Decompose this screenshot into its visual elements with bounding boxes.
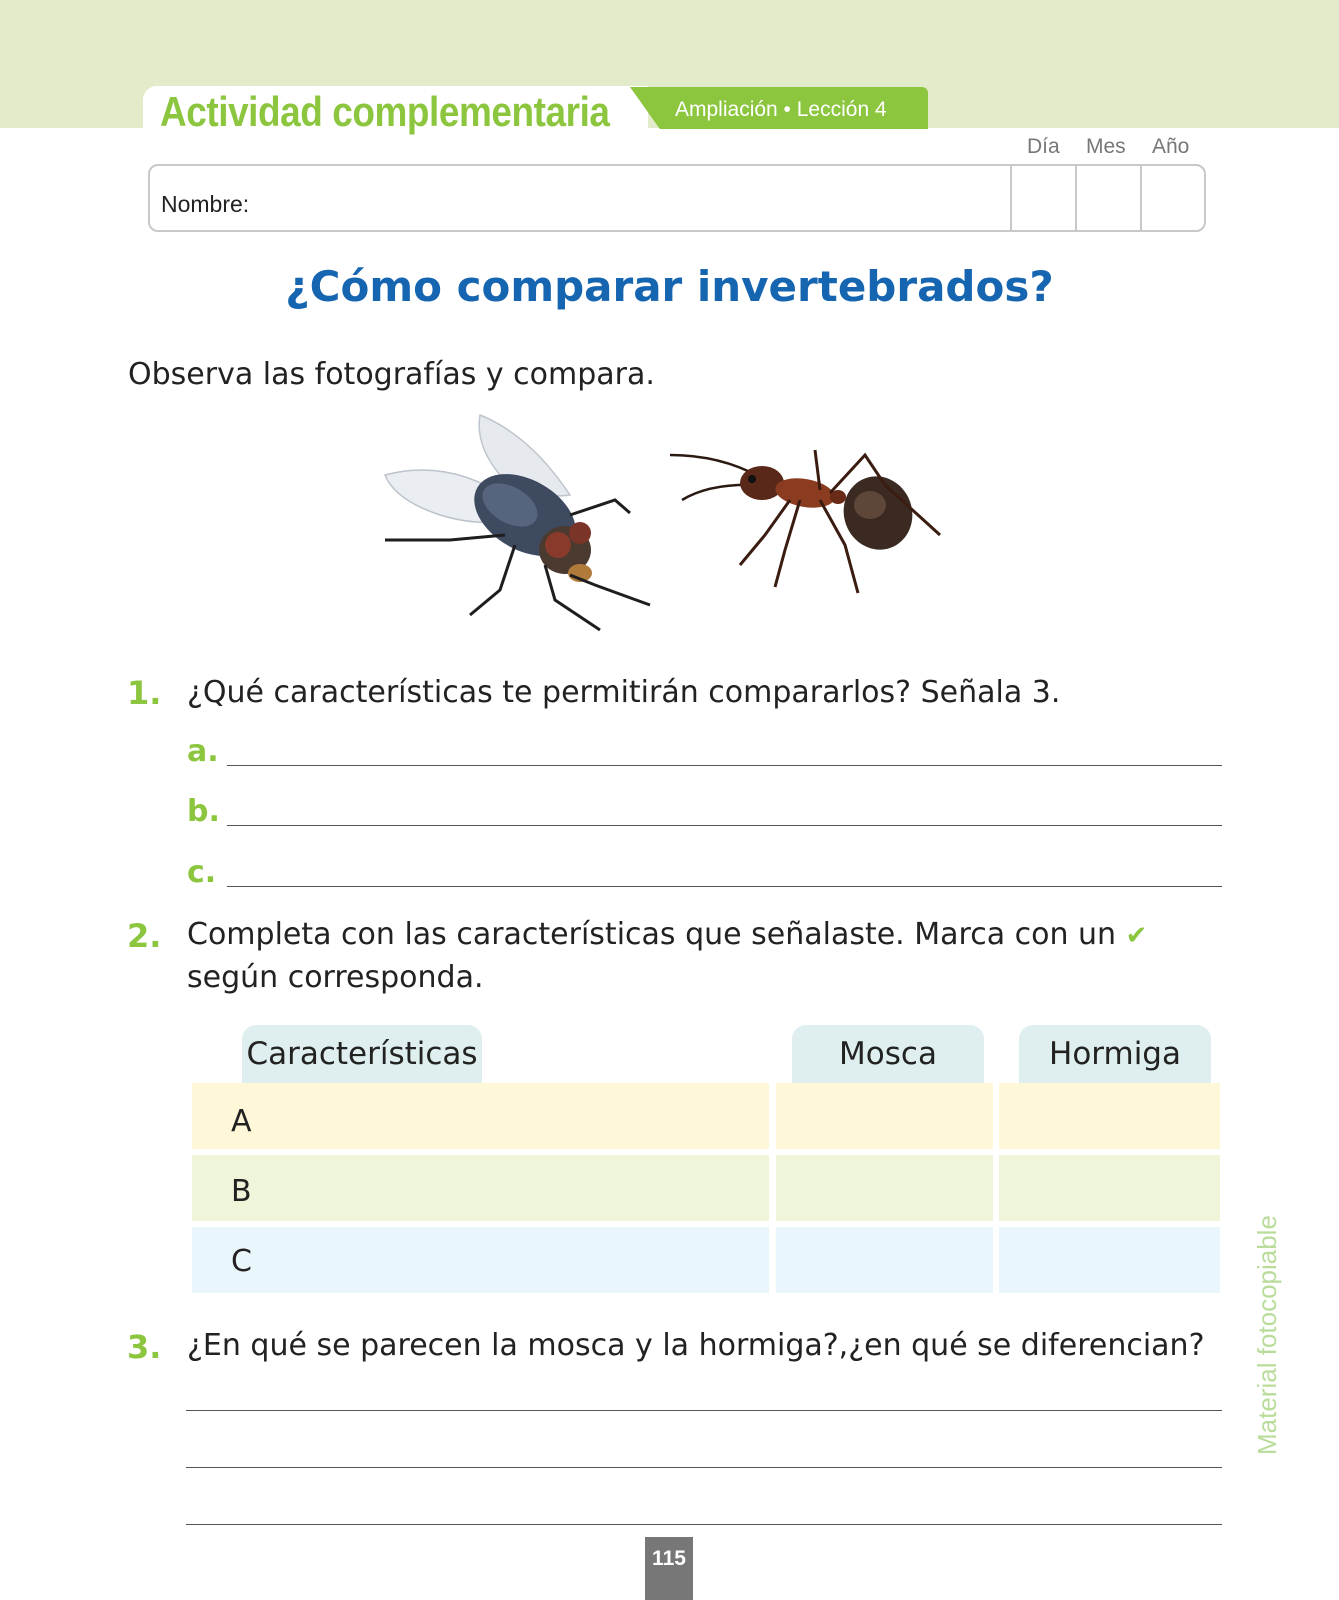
table-cell-hormiga-c[interactable] <box>999 1227 1220 1293</box>
table-row-label-a: A <box>231 1104 252 1139</box>
answer-b-label: b. <box>187 794 220 829</box>
answer-3-line-2[interactable] <box>186 1467 1222 1468</box>
intro-text: Observa las fotografías y compara. <box>128 357 655 392</box>
table-row-label-c: C <box>231 1244 252 1279</box>
answer-3-line-3[interactable] <box>186 1524 1222 1525</box>
answer-c-label: c. <box>187 855 217 890</box>
name-label: Nombre: <box>161 191 250 217</box>
page-title: ¿Cómo comparar invertebrados? <box>285 262 1054 311</box>
table-cell-mosca-b[interactable] <box>776 1155 993 1221</box>
date-label-year: Año <box>1152 135 1190 158</box>
table-cell-characteristic-c[interactable] <box>192 1227 769 1293</box>
insect-photos <box>380 405 980 650</box>
lesson-badge-text: Ampliación • Lección 4 <box>675 98 887 121</box>
answer-a-line[interactable] <box>227 765 1222 766</box>
fly-photo <box>385 415 650 630</box>
name-field[interactable] <box>148 164 1206 232</box>
page-number: 115 <box>652 1547 686 1570</box>
table-cell-mosca-a[interactable] <box>776 1083 993 1149</box>
table-header-hormiga: Hormiga <box>1019 1025 1211 1083</box>
table-header-mosca: Mosca <box>792 1025 984 1083</box>
ant-photo <box>670 450 940 593</box>
question-2-number: 2. <box>127 917 162 955</box>
date-label-day: Día <box>1027 135 1060 158</box>
question-1-number: 1. <box>127 674 162 712</box>
question-3-number: 3. <box>127 1328 162 1366</box>
date-divider-2 <box>1075 164 1077 232</box>
material-fotocopiable-label: Material fotocopiable <box>1252 1215 1282 1455</box>
question-2-text-line1: Completa con las características que señalaste. Marca con un <box>187 917 1117 952</box>
answer-b-line[interactable] <box>227 825 1222 826</box>
table-cell-characteristic-a[interactable] <box>192 1083 769 1149</box>
answer-a-label: a. <box>187 734 219 769</box>
activity-title: Actividad complementaria <box>160 88 610 135</box>
date-divider-1 <box>1010 164 1012 232</box>
question-2-text <box>187 917 1147 952</box>
table-header-characteristics: Características <box>242 1025 482 1083</box>
date-divider-3 <box>1140 164 1142 232</box>
question-3-text: ¿En qué se parecen la mosca y la hormiga?,¿en qué se diferencian? <box>187 1328 1205 1363</box>
table-cell-characteristic-b[interactable] <box>192 1155 769 1221</box>
table-cell-hormiga-b[interactable] <box>999 1155 1220 1221</box>
table-cell-mosca-c[interactable] <box>776 1227 993 1293</box>
table-row-label-b: B <box>231 1174 252 1209</box>
date-label-month: Mes <box>1086 135 1126 158</box>
check-icon: ✔ <box>1125 921 1148 951</box>
answer-3-line-1[interactable] <box>186 1410 1222 1411</box>
answer-c-line[interactable] <box>227 886 1222 887</box>
question-2-text-line2: según corresponda. <box>187 960 484 995</box>
table-cell-hormiga-a[interactable] <box>999 1083 1220 1149</box>
question-1-text: ¿Qué características te permitirán compararlos? Señala 3. <box>187 675 1061 710</box>
